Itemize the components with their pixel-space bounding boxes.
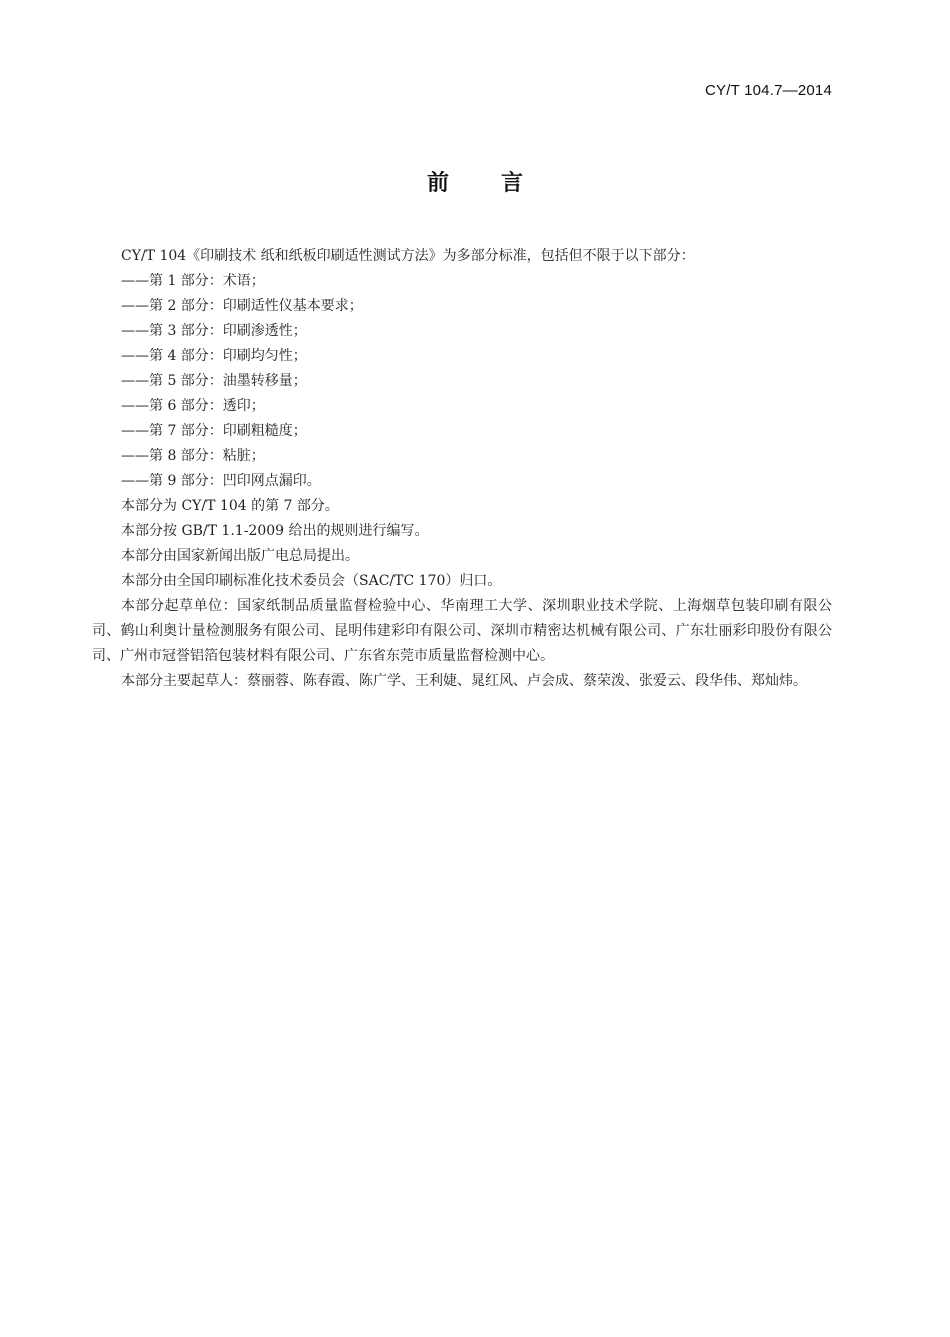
parts-list: [92, 269, 832, 494]
committee-paragraph: 本部分由全国印刷标准化技术委员会（SAC/TC 170）归口。: [121, 573, 502, 589]
foreword-body: [92, 244, 832, 694]
intro-paragraph: CY/T 104《印刷技术 纸和纸板印刷适性测试方法》为多部分标准，包括但不限于以下部分：: [121, 248, 695, 264]
list-item: ——第 1 部分：术语；: [121, 273, 265, 289]
drafting-rules-paragraph: 本部分按 GB/T 1.1-2009 给出的规则进行编写。: [121, 523, 429, 539]
list-item: ——第 7 部分：印刷粗糙度；: [121, 423, 307, 439]
list-item: ——第 2 部分：印刷适性仪基本要求；: [121, 298, 363, 314]
list-item: ——第 9 部分：凹印网点漏印。: [121, 473, 321, 489]
part-number-paragraph: 本部分为 CY/T 104 的第 7 部分。: [121, 498, 339, 514]
list-item: ——第 5 部分：油墨转移量；: [121, 373, 307, 389]
drafting-units-paragraph: 本部分起草单位：国家纸制品质量监督检验中心、华南理工大学、深圳职业技术学院、上海烟草包装印刷有限公司、鹤山利奥计量检测服务有限公司、昆明伟建彩印有限公司、深圳市精密达机械有限公司、广东壮丽彩印股份有限公司、广州市冠誉铝箔包装材料有限公司、广东省东莞市质量监督检测中心。: [92, 598, 832, 664]
list-item: ——第 6 部分：透印；: [121, 398, 265, 414]
document-code: CY/T 104.7—2014: [705, 82, 832, 99]
page-title: 前言: [426, 171, 575, 196]
list-item: ——第 8 部分：粘脏；: [121, 448, 265, 464]
list-item: ——第 4 部分：印刷均匀性；: [121, 348, 307, 364]
drafters-paragraph: 本部分主要起草人：蔡丽蓉、陈春霞、陈广学、王利婕、晁红风、卢会成、蔡荣泼、张爱云、段华伟、郑灿炜。: [121, 673, 807, 689]
list-item: ——第 3 部分：印刷渗透性；: [121, 323, 307, 339]
proposer-paragraph: 本部分由国家新闻出版广电总局提出。: [121, 548, 359, 564]
